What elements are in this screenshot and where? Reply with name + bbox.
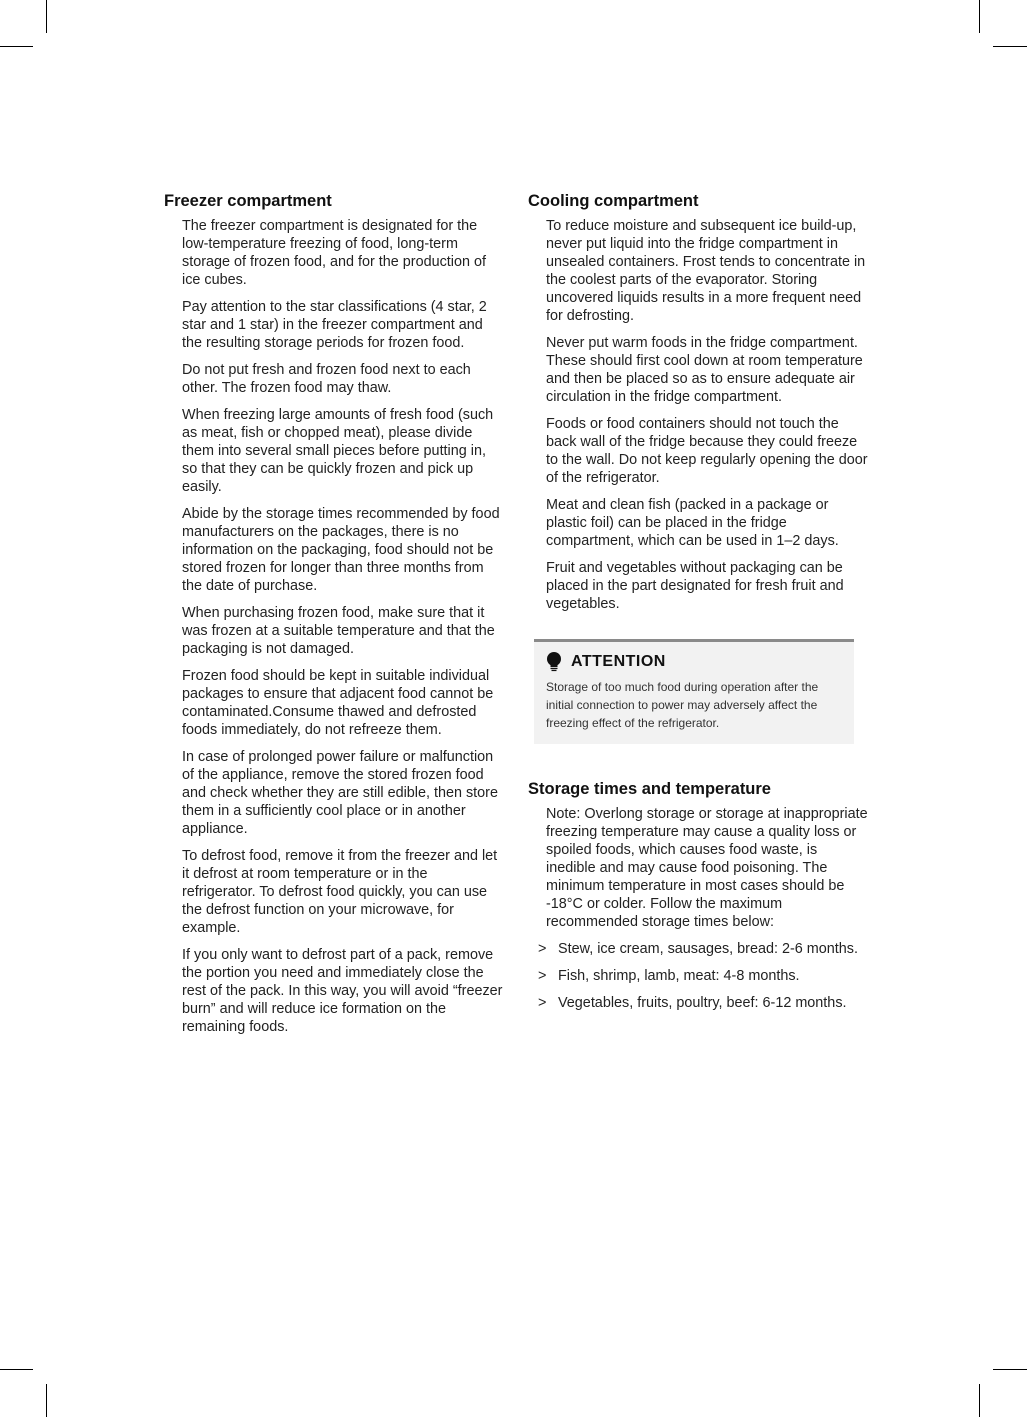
list-item xyxy=(538,940,868,958)
paragraph: To defrost food, remove it from the freezer and let it defrost at room temperature or in the refrigerator. To defrost food quickly, you can use the defrost function on your microwave, for example. xyxy=(182,848,498,936)
crop-mark xyxy=(46,1384,47,1417)
crop-mark xyxy=(0,1369,33,1370)
crop-mark xyxy=(979,1384,980,1417)
attention-title: ATTENTION xyxy=(571,653,666,670)
paragraph: To reduce moisture and subsequent ice build-up, never put liquid into the fridge compartment in unsealed containers. Frost tends to concentrate in the coolest parts of the evaporator. Storing uncovered liquids results in a more frequent need for defrosting. xyxy=(546,218,866,324)
paragraph: Abide by the storage times recommended by food manufacturers on the packages, there is no information on the packaging, food should not be stored frozen for longer than three months from the date of purchase. xyxy=(182,506,500,594)
paragraph: Never put warm foods in the fridge compartment. These should first cool down at room temperature and then be placed so as to ensure adequate air circulation in the fridge compartment. xyxy=(546,335,863,405)
paragraph: If you only want to defrost part of a pack, remove the portion you need and immediately close the rest of the pack. In this way, you will avoid “freezer burn” and will reduce ice formation on the remaining foods. xyxy=(182,947,503,1035)
paragraph: Fruit and vegetables without packaging can be placed in the part designated for fresh fruit and vegetables. xyxy=(546,560,844,612)
attention-text: Storage of too much food during operation after the initial connection to power may adversely affect the freezing effect of the refrigerator. xyxy=(546,680,819,730)
storage-section xyxy=(528,778,868,1012)
attention-header xyxy=(546,652,842,672)
storage-heading: Storage times and temperature xyxy=(528,780,771,798)
paragraph: When purchasing frozen food, make sure that it was frozen at a suitable temperature and that the packaging is not damaged. xyxy=(182,605,495,657)
list-item-text: Vegetables, fruits, poultry, beef: 6-12 months. xyxy=(558,995,847,1011)
paragraph: Foods or food containers should not touch the back wall of the fridge because they could freeze to the wall. Do not keep regularly opening the door of the refrigerator. xyxy=(546,416,868,486)
list-item xyxy=(538,967,868,985)
lightbulb-icon xyxy=(546,652,562,672)
storage-note: Note: Overlong storage or storage at inappropriate freezing temperature may cause a quality loss or spoiled foods, which causes food waste, is inedible and may cause food poisoning. The minimum temperature in most cases should be -18°C or colder. Follow the maximum recommended storage times below: xyxy=(546,806,868,930)
list-item-text: Fish, shrimp, lamb, meat: 4-8 months. xyxy=(558,968,800,984)
bullet-mark: > xyxy=(538,968,547,984)
freezer-section xyxy=(164,190,504,1045)
paragraph: The freezer compartment is designated for the low-temperature freezing of food, long-term storage of frozen food, and for the production of ice cubes. xyxy=(182,218,487,288)
paragraph: Meat and clean fish (packed in a package or plastic foil) can be placed in the fridge compartment, which can be used in 1–2 days. xyxy=(546,497,839,549)
cooling-section xyxy=(528,190,868,1021)
crop-mark xyxy=(993,46,1027,47)
attention-box xyxy=(534,639,854,744)
paragraph: Pay attention to the star classifications (4 star, 2 star and 1 star) in the freezer compartment and the resulting storage periods for frozen food. xyxy=(182,299,487,351)
bullet-mark: > xyxy=(538,941,547,957)
list-item xyxy=(538,994,868,1012)
paragraph: Do not put fresh and frozen food next to each other. The frozen food may thaw. xyxy=(182,362,471,396)
paragraph: Frozen food should be kept in suitable individual packages to ensure that adjacent food cannot be contaminated.Consume thawed and defrosted foods immediately, do not refreeze them. xyxy=(182,668,494,738)
freezer-heading: Freezer compartment xyxy=(164,192,332,210)
crop-mark xyxy=(46,0,47,33)
paragraph: In case of prolonged power failure or malfunction of the appliance, remove the stored frozen food and check whether they are still edible, then store them in a sufficiently cool place or in another appliance. xyxy=(182,749,498,837)
crop-mark xyxy=(0,46,33,47)
bullet-mark: > xyxy=(538,995,547,1011)
list-item-text: Stew, ice cream, sausages, bread: 2-6 months. xyxy=(558,941,858,957)
paragraph: When freezing large amounts of fresh food (such as meat, fish or chopped meat), please divide them into several small pieces before putting in, so that they can be quickly frozen and pick up easily. xyxy=(182,407,494,495)
cooling-heading: Cooling compartment xyxy=(528,192,699,210)
crop-mark xyxy=(993,1369,1027,1370)
crop-mark xyxy=(979,0,980,33)
